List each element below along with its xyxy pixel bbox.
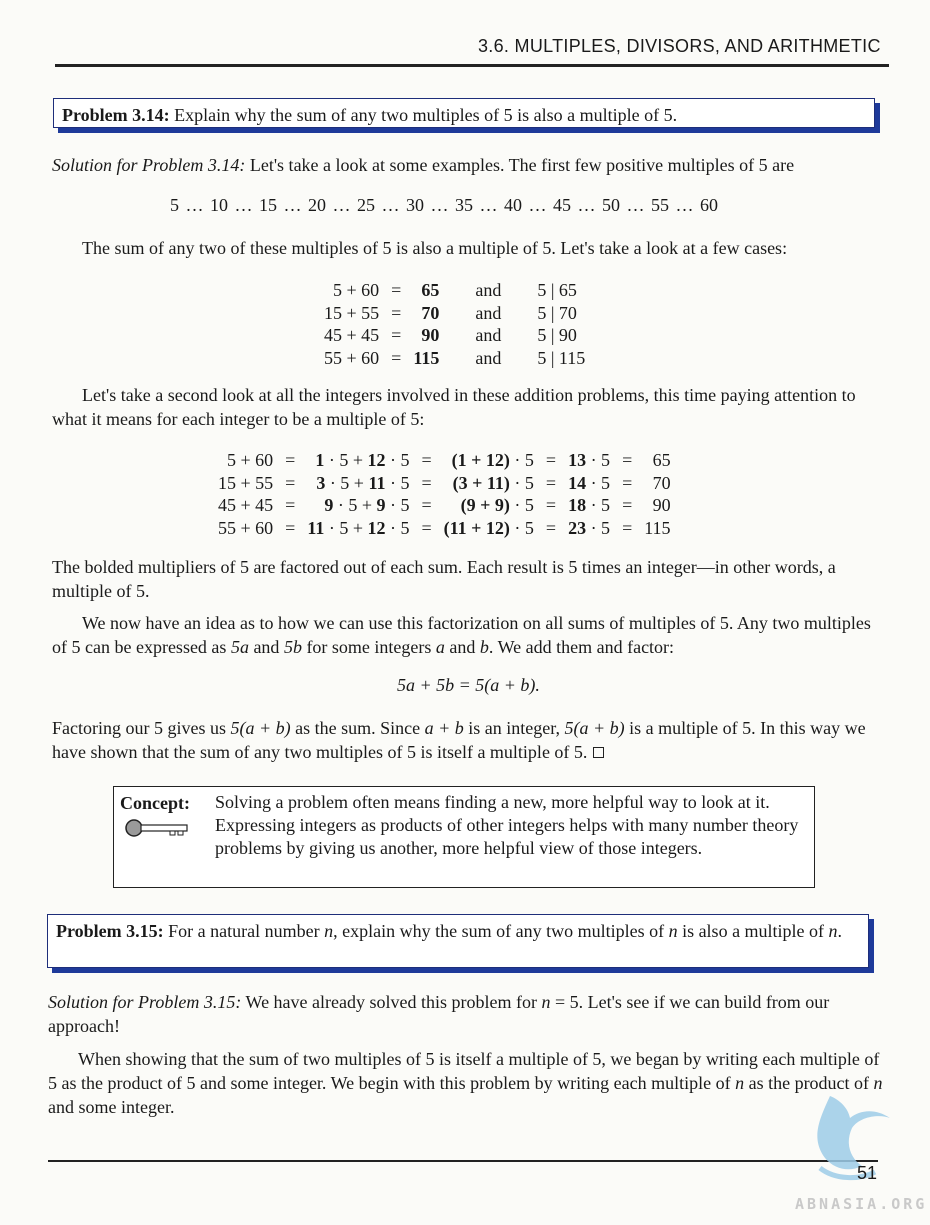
factor-paren (438, 494, 540, 517)
concept-text: Solving a problem often means finding a new, more helpful way to look at it. Expressing integers as products of other integers helps with many number theory problems by giving us another, more helpful view of those integers. (215, 792, 799, 858)
multiplier-a: 9 (324, 495, 334, 515)
factor-row (212, 449, 677, 472)
equals-sign (616, 517, 638, 540)
equals-sign: = (421, 517, 432, 538)
watermark-text: ABNASIA.ORG (795, 1195, 928, 1213)
equals-sign: = (545, 517, 557, 538)
equals-sign: = (421, 450, 432, 470)
factor-expanded (301, 517, 415, 540)
paren-sum: (1 + 12) (451, 450, 510, 470)
equals-sign: = (545, 450, 557, 470)
multiplier-a: 11 (307, 517, 325, 538)
factor-result (638, 449, 676, 472)
equals-sign (540, 449, 562, 472)
result-value: 115 (644, 517, 671, 538)
cases-intro: The sum of any two of these multiples of 5 is also a multiple of 5. Let's take a look at a few cases: (82, 238, 788, 258)
factor-lhs (212, 449, 279, 472)
case-sum: 115 (413, 347, 440, 368)
problem-text: Explain why the sum of any two multiples of 5 is also a multiple of 5. (174, 105, 678, 125)
math-5a: 5a (230, 637, 249, 657)
equals-sign (415, 517, 437, 540)
text-span: Factoring our 5 gives us (52, 718, 226, 738)
factor-expanded (301, 449, 415, 472)
operator: · 5 (586, 495, 611, 515)
operator: · 5 (385, 450, 410, 470)
case-sum: 90 (421, 325, 440, 345)
equals-sign: = (622, 517, 633, 538)
operator: · 5 (385, 495, 410, 515)
operator: · 5 (509, 495, 534, 515)
text-span: is a multiple of 5. In this way we have shown that the sum of any two multiples of 5 is itself a multiple of 5. (52, 718, 866, 762)
factor-product (562, 449, 616, 472)
problem-label: Problem 3.14: (62, 105, 170, 125)
factor-result (638, 472, 676, 495)
equals-sign (279, 494, 301, 517)
factor-expanded (301, 494, 415, 517)
factor-lhs (212, 517, 279, 540)
concept-box (113, 786, 815, 888)
math-expr: a + b (424, 718, 464, 738)
concept-label: Concept: (120, 793, 190, 813)
equals-sign: = (285, 472, 296, 493)
footer-rule (48, 1160, 878, 1162)
math-5b: 5b (283, 637, 302, 657)
running-header: 3.6. MULTIPLES, DIVISORS, AND ARITHMETIC (478, 36, 881, 56)
operator: · 5 (509, 517, 534, 538)
multiplier-m: 18 (568, 495, 587, 515)
multiplier-m: 13 (568, 450, 587, 470)
conclusion-paragraph (52, 716, 888, 764)
operator: · 5 (509, 450, 534, 470)
main-equation: 5a + 5b = 5(a + b). (397, 675, 540, 695)
operator: · 5 (586, 450, 611, 470)
equals-sign: = (391, 347, 402, 368)
result-value: 70 (652, 472, 671, 493)
math-n: n (873, 1073, 883, 1093)
equals-sign: = (622, 472, 633, 493)
and-word: and (475, 302, 502, 323)
solution-label: Solution for Problem 3.15: (48, 992, 242, 1012)
equals-sign: = (421, 472, 432, 493)
factor-paren (438, 517, 540, 540)
factor-row (212, 472, 677, 495)
text-span: and some integer. (48, 1097, 175, 1117)
multiplier-a: 3 (316, 472, 326, 493)
text-span: as the sum. Since (295, 718, 421, 738)
equals-sign: = (622, 450, 633, 470)
case-lhs: 45 + 45 (324, 325, 380, 345)
factor-product (562, 494, 616, 517)
factor-paren (438, 472, 540, 495)
text-span: . We add them and factor: (488, 637, 675, 657)
equals-sign (415, 449, 437, 472)
factor-paren (438, 449, 540, 472)
equals-sign: = (545, 495, 557, 515)
factor-product (562, 517, 616, 540)
header-rule (55, 64, 889, 67)
text-span: . (837, 921, 843, 941)
equals-sign: = (285, 517, 296, 538)
factor-result (638, 494, 676, 517)
factor-lhs-text: 55 + 60 (218, 517, 274, 538)
multiplier-b: 12 (367, 450, 386, 470)
paren-sum: (9 + 9) (460, 495, 510, 515)
watermark-bird-icon (790, 1088, 900, 1188)
result-value: 65 (652, 450, 671, 470)
equals-sign (279, 449, 301, 472)
equals-sign (415, 494, 437, 517)
multiplier-m: 23 (568, 517, 587, 538)
case-lhs: 5 + 60 (333, 280, 380, 300)
factorization-paragraph (52, 611, 888, 659)
math-n: n (828, 921, 838, 941)
solution-3-15-paragraph (48, 1047, 884, 1119)
paren-sum: (11 + 12) (443, 517, 510, 538)
multiplier-a: 1 (315, 450, 325, 470)
case-lhs: 15 + 55 (324, 302, 380, 323)
divides-statement: 5 | 90 (537, 325, 577, 345)
problem-3-15-box (47, 914, 869, 968)
math-n: n (668, 921, 678, 941)
case-row (318, 324, 591, 347)
page-number: 51 (857, 1163, 878, 1183)
case-row (318, 347, 591, 370)
equals-sign: = (391, 325, 402, 345)
factor-lhs-text: 45 + 45 (218, 495, 274, 515)
equals-sign: = (391, 280, 402, 300)
result-value: 90 (652, 495, 671, 515)
math-expr: 5(a + b) (230, 718, 291, 738)
equals-sign (279, 472, 301, 495)
factor-expanded (301, 472, 415, 495)
case-sum: 65 (421, 280, 440, 300)
multiplier-b: 12 (367, 517, 386, 538)
operator: · 5 (509, 472, 534, 493)
factor-result (638, 517, 676, 540)
bolded-multipliers-paragraph: The bolded multipliers of 5 are factored out of each sum. Each result is 5 times an integer—in other words, a multiple of 5. (52, 557, 836, 601)
equals-sign: = (391, 302, 402, 323)
divides-statement: 5 | 115 (537, 347, 586, 368)
text-span: For a natural number (168, 921, 320, 941)
math-n: n (324, 921, 334, 941)
solution-intro (52, 153, 888, 177)
equals-sign (616, 494, 638, 517)
equals-sign: = (285, 495, 296, 515)
equals-sign (415, 472, 437, 495)
equals-sign: = (622, 495, 633, 515)
case-row (318, 302, 591, 325)
and-word: and (475, 347, 502, 368)
operator: · 5 (586, 517, 611, 538)
equals-sign (616, 449, 638, 472)
case-row (318, 279, 591, 302)
factor-lhs-text: 5 + 60 (227, 450, 274, 470)
operator: · 5 + (333, 495, 377, 515)
operator: · 5 (385, 517, 410, 538)
text-span: is an integer, (468, 718, 561, 738)
factor-table (212, 449, 677, 539)
qed-box-icon (593, 747, 604, 758)
equals-sign (540, 517, 562, 540)
text-span: is also a multiple of (682, 921, 825, 941)
case-sum: 70 (421, 302, 440, 323)
equals-sign (279, 517, 301, 540)
factor-row (212, 517, 677, 540)
factor-lhs (212, 494, 279, 517)
text-span: for some integers (306, 637, 432, 657)
factor-lhs (212, 472, 279, 495)
operator: · 5 + (325, 472, 369, 493)
operator: · 5 (385, 472, 410, 493)
text-span: as the product of (748, 1073, 870, 1093)
problem-3-14-box (53, 98, 875, 128)
and-word: and (475, 280, 502, 300)
operator: · 5 (586, 472, 611, 493)
multiplier-b: 9 (376, 495, 386, 515)
divides-statement: 5 | 70 (537, 302, 577, 323)
equals-sign (540, 494, 562, 517)
text-span: , explain why the sum of any two multiples of (333, 921, 665, 941)
solution-3-15-intro (48, 990, 884, 1038)
divides-statement: 5 | 65 (537, 280, 577, 300)
key-icon (124, 818, 190, 838)
math-n: n (541, 992, 551, 1012)
factor-product (562, 472, 616, 495)
factor-lhs-text: 15 + 55 (218, 472, 274, 493)
factor-row (212, 494, 677, 517)
equals-sign: = (421, 495, 432, 515)
text-span: = 5. Let's see if we can build from our approach! (48, 992, 830, 1036)
multiplier-m: 14 (568, 472, 587, 493)
solution-label: Solution for Problem 3.14: (52, 155, 246, 175)
math-b: b (479, 637, 489, 657)
text-span: and (449, 637, 476, 657)
problem-label: Problem 3.15: (56, 921, 164, 941)
cases-table (318, 279, 591, 369)
math-n: n (735, 1073, 745, 1093)
multiplier-b: 11 (368, 472, 386, 493)
second-look-paragraph: Let's take a second look at all the integers involved in these addition problems, this time paying attention to what it means for each integer to be a multiple of 5: (52, 385, 856, 429)
equals-sign: = (285, 450, 296, 470)
equals-sign: = (545, 472, 557, 493)
equals-sign (540, 472, 562, 495)
multiples-line: 5 … 10 … 15 … 20 … 25 … 30 … 35 … 40 … 45 … 50 … 55 … 60 (170, 195, 718, 215)
text-span: We have already solved this problem for (245, 992, 537, 1012)
operator: · 5 + (324, 450, 368, 470)
equals-sign (616, 472, 638, 495)
solution-intro-text: Let's take a look at some examples. The first few positive multiples of 5 are (249, 155, 795, 175)
math-expr: 5(a + b) (564, 718, 625, 738)
case-lhs: 55 + 60 (324, 347, 380, 368)
and-word: and (475, 325, 502, 345)
math-a: a (435, 637, 445, 657)
paren-sum: (3 + 11) (452, 472, 510, 493)
text-span: We now have an idea as to how we can use this factorization on all sums of multiples of 5. Any two multiples of 5 can be expressed as (52, 613, 871, 657)
text-span: and (253, 637, 280, 657)
operator: · 5 + (324, 517, 368, 538)
text-span: When showing that the sum of two multiples of 5 is itself a multiple of 5, we began by writing each multiple of 5 as the product of 5 and some integer. We begin with this problem by writing each multiple of (48, 1049, 880, 1093)
